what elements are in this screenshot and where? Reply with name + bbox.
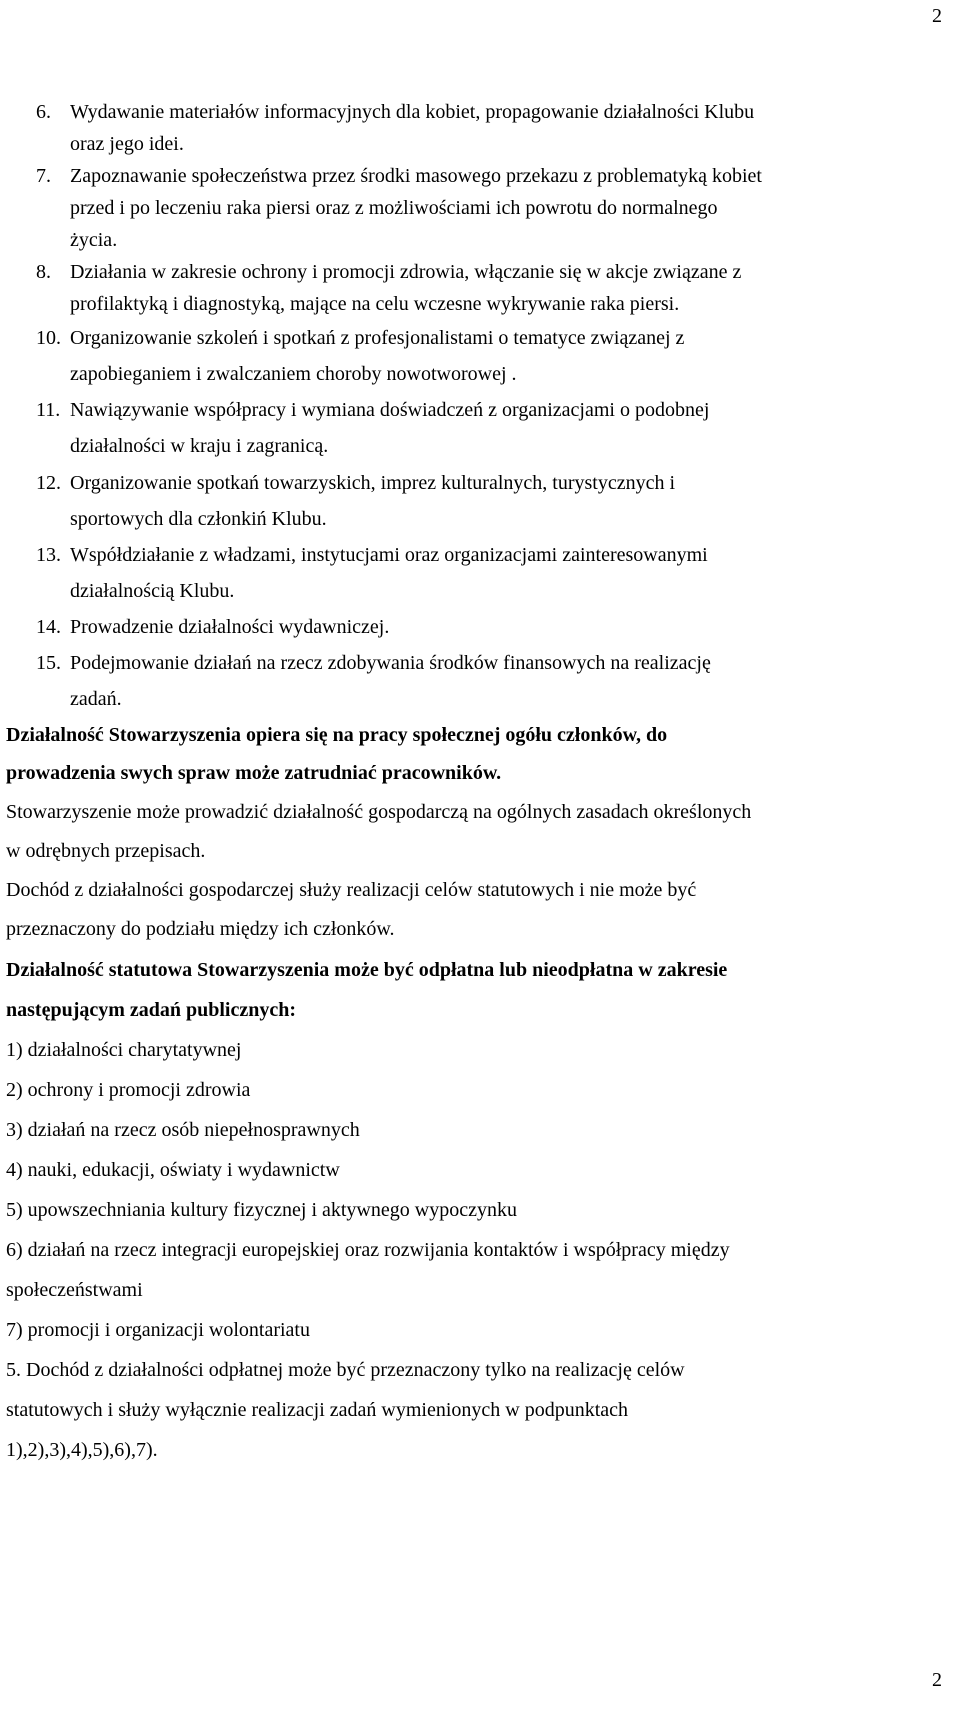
paragraph-line: przeznaczony do podziału między ich członków.: [6, 918, 395, 940]
task-item: 5) upowszechniania kultury fizycznej i aktywnego wypoczynku: [6, 1199, 517, 1221]
list-item-line: Współdziałanie z władzami, instytucjami oraz organizacjami zainteresowanymi: [70, 544, 708, 566]
list-item-line: działalności w kraju i zagranicą.: [70, 435, 329, 457]
list-item-line: Wydawanie materiałów informacyjnych dla kobiet, propagowanie działalności Klubu: [70, 101, 755, 123]
paragraph-line: Stowarzyszenie może prowadzić działalność gospodarczą na ogólnych zasadach określonych: [6, 801, 752, 823]
list-item-number: 8.: [36, 261, 51, 283]
page-number-bottom: 2: [932, 1669, 942, 1691]
list-item-number: 11.: [36, 399, 61, 421]
list-item-number: 15.: [36, 652, 61, 674]
list-item-line: Zapoznawanie społeczeństwa przez środki masowego przekazu z problematyką kobiet: [70, 165, 762, 187]
task-item: 2) ochrony i promocji zdrowia: [6, 1079, 251, 1101]
list-item-line: Działania w zakresie ochrony i promocji zdrowia, włączanie się w akcje związane z: [70, 261, 742, 283]
list-item-number: 7.: [36, 165, 51, 187]
page-number-top: 2: [932, 5, 942, 27]
list-item-number: 6.: [36, 101, 51, 123]
list-item-line: Nawiązywanie współpracy i wymiana doświadczeń z organizacjami o podobnej: [70, 399, 710, 421]
list-item-line: sportowych dla członkiń Klubu.: [70, 508, 327, 530]
bold-paragraph-line: prowadzenia swych spraw może zatrudniać pracowników.: [6, 762, 502, 784]
list-item-number: 13.: [36, 544, 61, 566]
list-item-line: Organizowanie szkoleń i spotkań z profesjonalistami o tematyce związanej z: [70, 327, 685, 349]
list-item-line: zapobieganiem i zwalczaniem choroby nowotworowej .: [70, 363, 517, 385]
list-item-line: Organizowanie spotkań towarzyskich, imprez kulturalnych, turystycznych i: [70, 472, 676, 494]
list-item-line: zadań.: [70, 688, 122, 710]
list-item-line: Prowadzenie działalności wydawniczej.: [70, 616, 390, 638]
task-item: 4) nauki, edukacji, oświaty i wydawnictw: [6, 1159, 340, 1181]
task-item: 3) działań na rzecz osób niepełnosprawnych: [6, 1119, 360, 1141]
bold-paragraph-line: Działalność statutowa Stowarzyszenia może być odpłatna lub nieodpłatna w zakresie: [6, 959, 728, 981]
list-item-number: 14.: [36, 616, 61, 638]
bold-paragraph-line: Działalność Stowarzyszenia opiera się na pracy społecznej ogółu członków, do: [6, 724, 668, 746]
list-item-line: profilaktyką i diagnostyką, mające na celu wczesne wykrywanie raka piersi.: [70, 293, 680, 315]
paragraph-line: 1),2),3),4),5),6),7).: [6, 1439, 158, 1461]
list-item-line: Podejmowanie działań na rzecz zdobywania środków finansowych na realizację: [70, 652, 711, 674]
list-item-line: oraz jego idei.: [70, 133, 184, 155]
paragraph-line: Dochód z działalności gospodarczej służy realizacji celów statutowych i nie może być: [6, 879, 697, 901]
list-item-number: 12.: [36, 472, 61, 494]
task-item: 7) promocji i organizacji wolontariatu: [6, 1319, 310, 1341]
list-item-line: życia.: [70, 229, 118, 251]
paragraph-line: 5. Dochód z działalności odpłatnej może być przeznaczony tylko na realizację celów: [6, 1359, 685, 1381]
paragraph-line: w odrębnych przepisach.: [6, 840, 206, 862]
task-item: społeczeństwami: [6, 1279, 143, 1301]
list-item-number: 10.: [36, 327, 61, 349]
task-item: 6) działań na rzecz integracji europejskiej oraz rozwijania kontaktów i współpracy między: [6, 1239, 730, 1261]
bold-paragraph-line: następującym zadań publicznych:: [6, 999, 297, 1021]
list-item-line: przed i po leczeniu raka piersi oraz z możliwościami ich powrotu do normalnego: [70, 197, 718, 219]
task-item: 1) działalności charytatywnej: [6, 1039, 242, 1061]
list-item-line: działalnością Klubu.: [70, 580, 235, 602]
paragraph-line: statutowych i służy wyłącznie realizacji zadań wymienionych w podpunktach: [6, 1399, 629, 1421]
